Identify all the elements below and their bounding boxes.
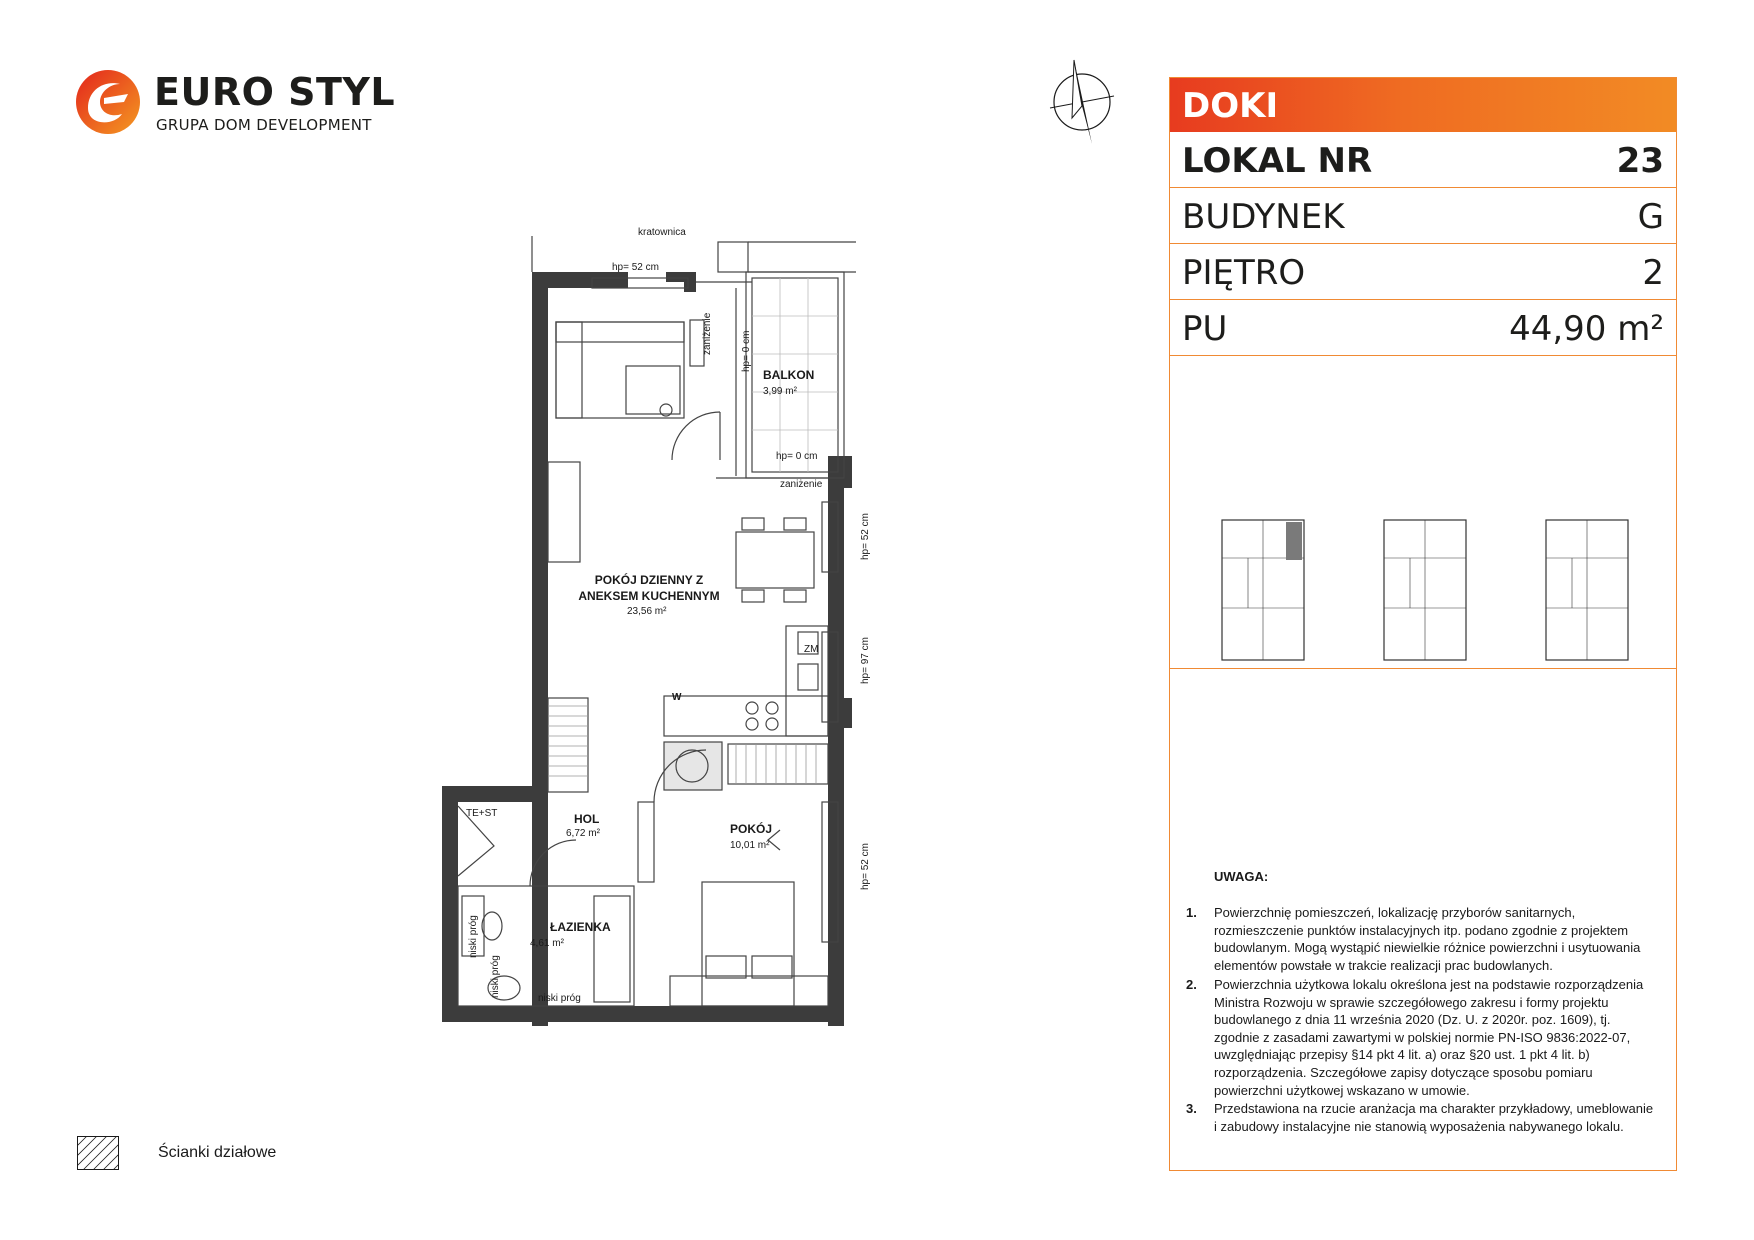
panel-header xyxy=(1170,78,1676,132)
legend-label: Ścianki działowe xyxy=(158,1144,277,1161)
floor-plan xyxy=(436,236,876,1026)
brand-subtitle: GRUPA DOM DEVELOPMENT xyxy=(156,116,372,134)
label-niski-prog-3: niski próg xyxy=(538,993,581,1004)
label-hp0-horizontal: hp= 0 cm xyxy=(776,451,818,462)
room-salon-name: POKÓJ DZIENNY Z ANEKSEM KUCHENNYM xyxy=(578,573,720,603)
brand-name: EURO STYL xyxy=(154,70,396,114)
label-hp52-right-1: hp= 52 cm xyxy=(860,513,871,560)
label-niski-prog-2: niski próg xyxy=(490,955,501,998)
label-hp52-right-2: hp= 52 cm xyxy=(860,843,871,890)
label-hp0-vertical: hp= 0 cm xyxy=(741,330,752,372)
label-niski-prog-1: niski próg xyxy=(468,915,479,958)
note-3-text: Przedstawiona na rzucie aranżacja ma charakter przykładowy, umeblowanie i zabudowy instalacyjne nie stanowią wyposażenia nabywanego lokalu. xyxy=(1214,1101,1654,1134)
note-1-text: Powierzchnię pomieszczeń, lokalizację przyborów sanitarnych, rozmieszczenie punktów instalacyjnych itp. podano zgodnie z projektem budowlanym. Mogą wystąpić niewielkie różnice powierzchni i usytuowania elementów powstałe w trakcie realizacji prac budowlanych. xyxy=(1214,905,1641,973)
room-hol-area: 6,72 m² xyxy=(566,828,600,839)
plan-lines xyxy=(458,236,856,1006)
row-lokal-value: 23 xyxy=(1616,141,1664,181)
label-te-st: TE+ST xyxy=(466,808,498,819)
note-2-text: Powierzchnia użytkowa lokalu określona jest na podstawie rozporządzenia Ministra Rozwoju w sprawie szczegółowego zakresu i formy projektu budowlanego z dnia 11 września 2020 (Dz. U. z 2020r. poz. 1609), tj. zgodnie z zasadami zawartymi w polskiej normie PN-ISO 9836:2022-07, uwzględniając przepisy §14 pkt 4 lit. a) oraz §20 ust. 1 pkt 4 lit. b) rozporządzenia. Szczegółowe zapisy dotyczące sposobu pomiaru powierzchni użytkowej wskazano w umowie. xyxy=(1214,977,1644,1098)
logo-mark-icon xyxy=(74,68,142,136)
room-lazienka-name: ŁAZIENKA xyxy=(550,920,611,934)
note-3-number: 3. xyxy=(1186,1101,1197,1116)
label-hp97: hp= 97 cm xyxy=(860,637,871,684)
label-w: W xyxy=(672,692,682,703)
room-pokoj-name: POKÓJ xyxy=(730,822,773,836)
row-pu-key: PU xyxy=(1182,309,1228,349)
row-budynek-value: G xyxy=(1637,197,1664,237)
label-zm: ZM xyxy=(804,644,819,655)
key-plan-highlight xyxy=(1286,522,1302,560)
project-name: DOKI xyxy=(1182,86,1279,126)
label-hp52-top: hp= 52 cm xyxy=(612,262,659,273)
label-zanizenie-1: zaniżenie xyxy=(702,312,713,355)
room-lazienka-area: 4,61 m² xyxy=(530,938,564,949)
room-salon-area: 23,56 m² xyxy=(627,606,667,617)
notes-title: UWAGA: xyxy=(1214,869,1269,884)
room-balkon-area: 3,99 m² xyxy=(763,386,797,397)
label-kratownica: kratownica xyxy=(638,227,686,238)
brand-logo xyxy=(74,68,394,144)
row-budynek xyxy=(1170,188,1676,244)
row-pu xyxy=(1170,300,1676,356)
row-budynek-key: BUDYNEK xyxy=(1182,197,1345,237)
row-pietro xyxy=(1170,244,1676,300)
row-pietro-value: 2 xyxy=(1642,253,1664,293)
row-pietro-key: PIĘTRO xyxy=(1182,253,1306,293)
north-arrow-icon xyxy=(1046,58,1118,148)
note-2-number: 2. xyxy=(1186,977,1197,992)
room-hol-name: HOL xyxy=(574,812,600,826)
note-2 xyxy=(1186,976,1654,1099)
info-panel xyxy=(1169,77,1677,1171)
note-1 xyxy=(1186,904,1654,974)
key-plans xyxy=(1218,518,1638,668)
room-balkon-name: BALKON xyxy=(763,368,815,382)
legend-hatch-icon xyxy=(77,1136,119,1170)
room-pokoj-area: 10,01 m² xyxy=(730,840,770,851)
label-zanizenie-2: zaniżenie xyxy=(780,479,823,490)
notes-divider xyxy=(1170,668,1676,669)
row-pu-value: 44,90 m² xyxy=(1509,309,1664,349)
row-lokal-key: LOKAL NR xyxy=(1182,141,1373,181)
note-1-number: 1. xyxy=(1186,905,1197,920)
row-lokal xyxy=(1170,132,1676,188)
note-3 xyxy=(1186,1100,1654,1135)
